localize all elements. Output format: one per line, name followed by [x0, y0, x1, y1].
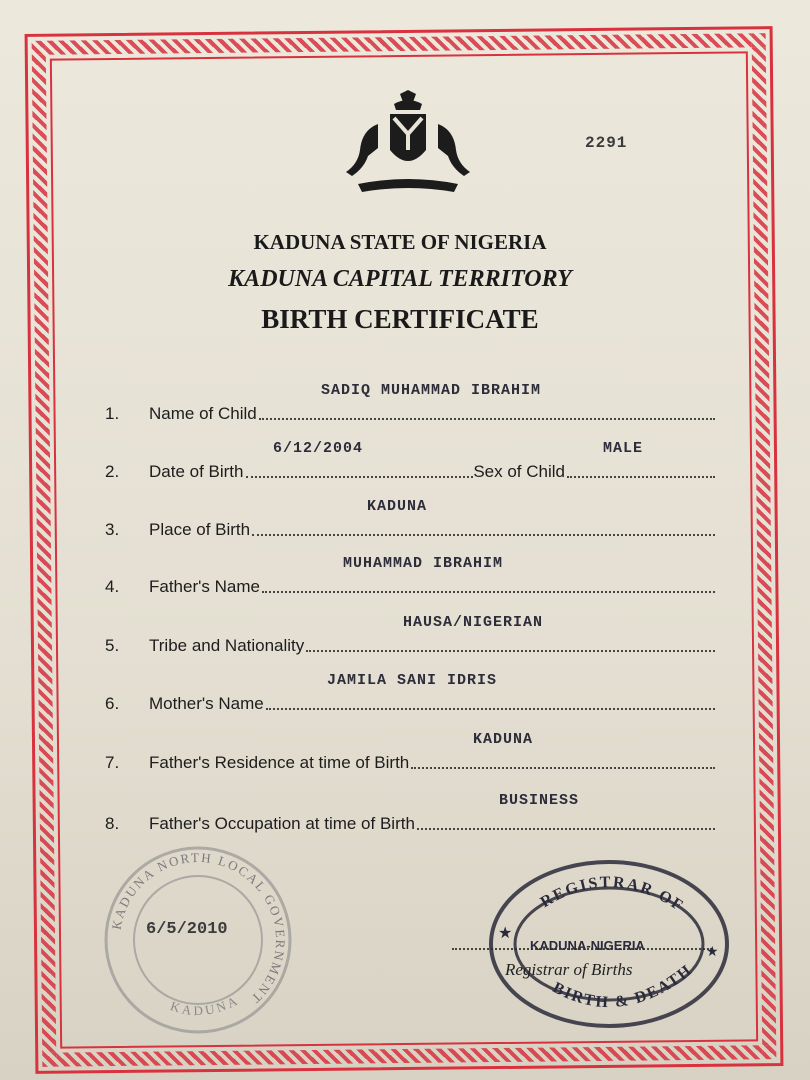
coat-of-arms-icon	[338, 88, 478, 204]
field-number: 5.	[105, 636, 120, 655]
field-number: 6.	[105, 694, 120, 713]
field-number: 8.	[105, 814, 120, 833]
local-government-stamp	[98, 840, 298, 1040]
field-label: Father's Occupation at time of Birth	[149, 814, 415, 833]
dotted-line	[252, 533, 715, 536]
dotted-line	[411, 766, 715, 769]
dotted-line	[266, 707, 715, 710]
fathers-name-value: MUHAMMAD IBRAHIM	[343, 555, 504, 572]
stamp-center-text: KADUNA-NIGERIA	[530, 938, 645, 953]
dotted-line	[246, 475, 474, 478]
dotted-line	[259, 417, 715, 420]
registrar-stamp	[484, 852, 734, 1032]
field-row-fathers-occupation	[105, 792, 715, 834]
field-number: 7.	[105, 753, 120, 772]
fathers-occupation-value: BUSINESS	[499, 792, 580, 809]
field-label: Mother's Name	[149, 694, 264, 713]
field-number: 2.	[105, 462, 120, 481]
field-row-fathers-name	[105, 555, 715, 597]
place-of-birth-value: KADUNA	[367, 498, 428, 515]
stamp-bottom-text: KADUNA	[168, 991, 243, 1019]
star-icon: ★	[498, 925, 513, 942]
state-heading: KADUNA STATE OF NIGERIA	[253, 230, 547, 254]
registrar-caption: Registrar of Births	[505, 960, 633, 979]
dotted-line	[262, 590, 715, 593]
tribe-nationality-value: HAUSA/NIGERIAN	[403, 614, 544, 631]
field-label: Date of Birth	[149, 462, 244, 481]
field-label: Name of Child	[149, 404, 257, 423]
mothers-name-value: JAMILA SANI IDRIS	[327, 672, 498, 689]
field-row-name-of-child	[105, 382, 715, 424]
fathers-residence-value: KADUNA	[473, 731, 534, 748]
certificate-serial-number: 2291	[585, 134, 628, 152]
stamp-ring-text: KADUNA NORTH LOCAL GOVERNMENT	[108, 849, 289, 1008]
stamp-date: 6/5/2010	[146, 920, 228, 939]
child-name-value: SADIQ MUHAMMAD IBRAHIM	[321, 382, 542, 399]
field-label: Father's Name	[149, 577, 260, 596]
field-row-place-of-birth	[105, 498, 715, 540]
dotted-line	[417, 827, 715, 830]
field-label: Tribe and Nationality	[149, 636, 305, 655]
svg-text:KADUNA	[169, 992, 242, 1018]
field-row-fathers-residence	[105, 731, 715, 773]
field-label-sex: Sex of Child	[473, 462, 565, 481]
stamp-top-text: REGISTRAR OF	[537, 873, 688, 916]
sex-of-child-value: MALE	[603, 440, 644, 457]
svg-text:REGISTRAR OF	[538, 874, 687, 915]
field-label: Father's Residence at time of Birth	[149, 753, 410, 772]
field-label: Place of Birth	[149, 520, 251, 539]
territory-heading: KADUNA CAPITAL TERRITORY	[228, 266, 572, 292]
field-row-mothers-name	[105, 672, 715, 714]
field-number: 3.	[105, 520, 120, 539]
field-number: 1.	[105, 404, 120, 423]
field-number: 4.	[105, 577, 120, 596]
dotted-line	[306, 649, 715, 652]
star-icon: ★	[706, 943, 719, 959]
field-row-tribe-nationality	[105, 614, 715, 656]
dotted-line	[567, 475, 715, 478]
date-of-birth-value: 6/12/2004	[273, 440, 364, 457]
stamp-bottom-text: BIRTH & DEATH	[549, 961, 697, 1012]
field-row-date-sex	[105, 440, 715, 482]
certificate-title: BIRTH CERTIFICATE	[261, 304, 539, 334]
